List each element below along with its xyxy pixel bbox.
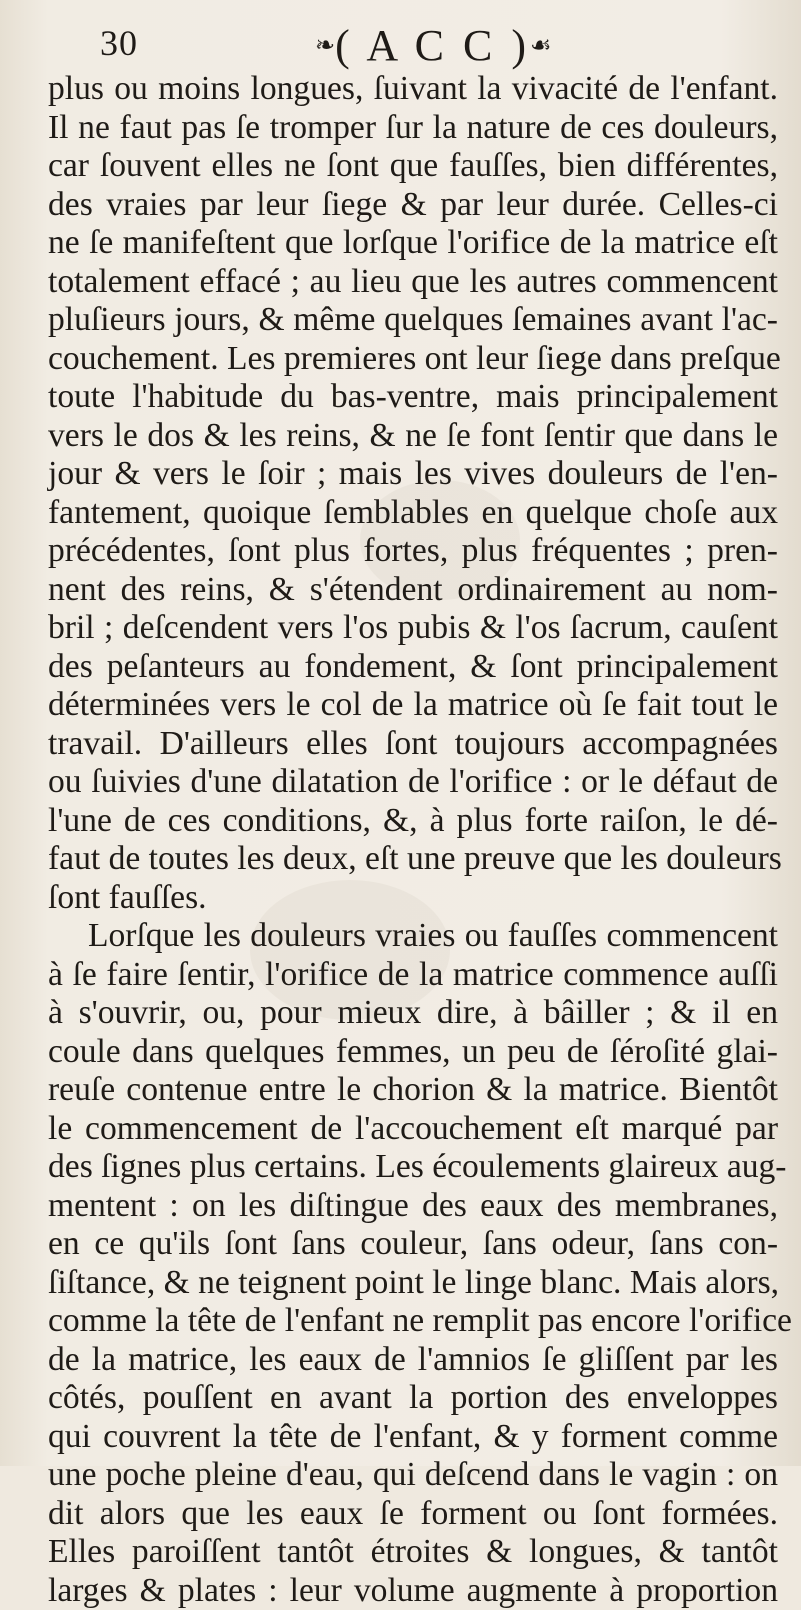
text-line: l'une de ces conditions, &, à plus forte raiſon, le dé- [48,802,778,841]
ornament-right-icon: ☙ [530,31,552,60]
text-line: le commencement de l'accouchement eſt marqué par [48,1110,778,1149]
text-line: à ſe faire ſentir, l'orifice de la matrice commence auſſi [48,956,778,995]
page-header [0,14,801,72]
text-line: des vraies par leur ſiege & par leur durée. Celles-ci [48,186,778,225]
text-line: larges & plates : leur volume augmente à proportion [48,1572,778,1610]
text-line: une poche pleine d'eau, qui deſcend dans le vagin : on [48,1456,778,1495]
text-line: plus ou moins longues, ſuivant la vivacité de l'enfant. [48,70,778,109]
text-line: jour & vers le ſoir ; mais les vives douleurs de l'en- [48,455,778,494]
text-line: des peſanteurs au fondement, & ſont principalement [48,648,778,687]
running-head-text: ( A C C ) [335,21,530,70]
text-line: ou ſuivies d'une dilatation de l'orifice : or le défaut de [48,763,778,802]
running-head [315,20,552,71]
text-line: vers le dos & les reins, & ne ſe font ſentir que dans le [48,417,778,456]
text-line: ne ſe manifeſtent que lorſque l'orifice de la matrice eſt [48,224,778,263]
text-line: totalement effacé ; au lieu que les autres commencent [48,263,778,302]
text-line: couchement. Les premieres ont leur ſiege dans preſque [48,340,778,379]
text-line: ſiſtance, & ne teignent point le linge blanc. Mais alors, [48,1264,778,1303]
text-line: Elles paroiſſent tantôt étroites & longues, & tantôt [48,1533,778,1572]
text-line: mentent : on les diſtingue des eaux des membranes, [48,1187,778,1226]
text-line: coule dans quelques femmes, un peu de ſéroſité glai- [48,1033,778,1072]
text-line: déterminées vers le col de la matrice où ſe fait tout le [48,686,778,725]
text-line: à s'ouvrir, ou, pour mieux dire, à bâiller ; & il en [48,994,778,1033]
text-line: Il ne faut pas ſe tromper ſur la nature de ces douleurs, [48,109,778,148]
text-line: de la matrice, les eaux de l'amnios ſe gliſſent par les [48,1341,778,1380]
text-line: côtés, pouſſent en avant la portion des enveloppes [48,1379,778,1418]
text-line: bril ; deſcendent vers l'os pubis & l'os ſacrum, cauſent [48,609,778,648]
paragraph-end-line: ſont fauſſes. [48,879,778,918]
text-line: reuſe contenue entre le chorion & la matrice. Bientôt [48,1071,778,1110]
text-line: toute l'habitude du bas-ventre, mais principalement [48,378,778,417]
text-line: car ſouvent elles ne ſont que fauſſes, bien différentes, [48,147,778,186]
text-line: précédentes, ſont plus fortes, plus fréquentes ; pren- [48,532,778,571]
body-text [48,70,778,1610]
text-line: des ſignes plus certains. Les écoulements glaireux aug- [48,1148,778,1187]
text-line: nent des reins, & s'étendent ordinairement au nom- [48,571,778,610]
paragraph-start-line: Lorſque les douleurs vraies ou fauſſes commencent [48,917,778,956]
text-line: travail. D'ailleurs elles ſont toujours accompagnées [48,725,778,764]
text-line: en ce qu'ils ſont ſans couleur, ſans odeur, ſans con- [48,1225,778,1264]
text-line: qui couvrent la tête de l'enfant, & y forment comme [48,1418,778,1457]
ornament-left-icon: ❧ [315,31,335,60]
text-line: dit alors que les eaux ſe forment ou ſont formées. [48,1495,778,1534]
text-line: fantement, quoique ſemblables en quelque choſe aux [48,494,778,533]
page-number: 30 [100,22,138,64]
text-line: pluſieurs jours, & même quelques ſemaines avant l'ac- [48,301,778,340]
text-line: faut de toutes les deux, eſt une preuve que les douleurs [48,840,778,879]
text-line: comme la tête de l'enfant ne remplit pas encore l'orifice [48,1302,778,1341]
